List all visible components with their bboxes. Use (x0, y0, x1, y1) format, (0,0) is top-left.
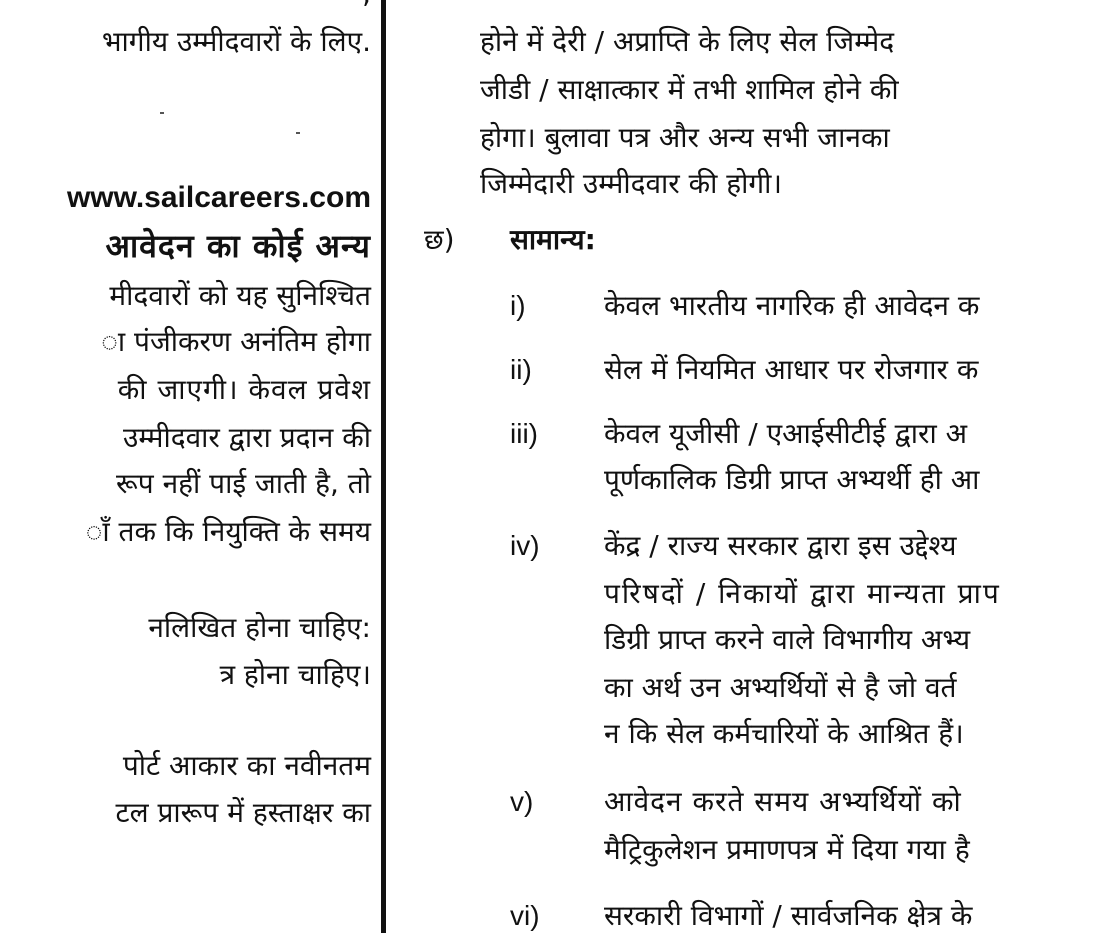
item-number: i) (510, 290, 526, 321)
item-line: का अर्थ उन अभ्यर्थियों से है जो वर्त (604, 671, 957, 704)
item-number: ii) (510, 354, 532, 385)
item-line: केवल भारतीय नागरिक ही आवेदन क (604, 289, 980, 322)
left-line-8: रूप नहीं पाई जाती है, तो (116, 467, 371, 500)
left-line-7: उम्मीदवार द्वारा प्रदान की (123, 421, 371, 454)
intro-line-1: जीडी / साक्षात्कार में तभी शामिल होने की (480, 73, 899, 106)
intro-line-2: होगा। बुलावा पत्र और अन्य सभी जानका (480, 121, 890, 154)
left-line-2: www.sailcareers.com (66, 181, 371, 214)
left-line-3: आवेदन का कोई अन्य (105, 227, 371, 265)
section-marker: छ) (424, 223, 455, 256)
left-line-0 (362, 0, 371, 14)
item-line: डिग्री प्राप्त करने वाले विभागीय अभ्य (604, 623, 971, 656)
item-number: iv) (510, 530, 540, 561)
left-line-10: नलिखित होना चाहिए: (148, 611, 371, 644)
left-line-11: त्र होना चाहिए। (219, 658, 371, 691)
right-column (386, 0, 1096, 933)
item-line: मैट्रिकुलेशन प्रमाणपत्र में दिया गया है (604, 833, 970, 866)
item-line: पूर्णकालिक डिग्री प्राप्त अभ्यर्थी ही आ (604, 463, 980, 496)
speck (160, 112, 164, 114)
intro-line-0: होने में देरी / अप्राप्ति के लिए सेल जिम्मेद (480, 25, 895, 58)
intro-line-3: जिम्मेदारी उम्मीदवार की होगी। (480, 167, 783, 200)
left-line-12: पोर्ट आकार का नवीनतम (122, 749, 371, 782)
left-column (0, 0, 381, 933)
item-number: iii) (510, 418, 538, 449)
item-line: आवेदन करते समय अभ्यर्थियों को (604, 785, 962, 818)
item-line: परिषदों / निकायों द्वारा मान्यता प्राप (604, 577, 1001, 610)
section-heading: सामान्य: (510, 223, 596, 256)
item-line: केवल यूजीसी / एआईसीटीई द्वारा अ (604, 417, 968, 450)
left-line-6: की जाएगी। केवल प्रवेश (117, 373, 371, 406)
item-number: vi) (510, 900, 540, 931)
item-number: v) (510, 786, 534, 817)
left-line-4: मीदवारों को यह सुनिश्चित (109, 279, 371, 312)
item-line: सरकारी विभागों / सार्वजनिक क्षेत्र के (604, 899, 973, 932)
speck (296, 132, 300, 134)
left-line-13: टल प्रारूप में हस्ताक्षर का (115, 796, 371, 829)
item-line: केंद्र / राज्य सरकार द्वारा इस उद्देश्य (604, 529, 957, 562)
left-line-9: ाँ तक कि नियुक्ति के समय (85, 515, 371, 548)
item-line: सेल में नियमित आधार पर रोजगार क (604, 353, 979, 386)
left-line-1: भागीय उम्मीदवारों के लिए. (101, 25, 371, 58)
item-line: न कि सेल कर्मचारियों के आश्रित हैं। (604, 717, 964, 750)
left-line-5: ा पंजीकरण अनंतिम होगा (101, 325, 371, 358)
